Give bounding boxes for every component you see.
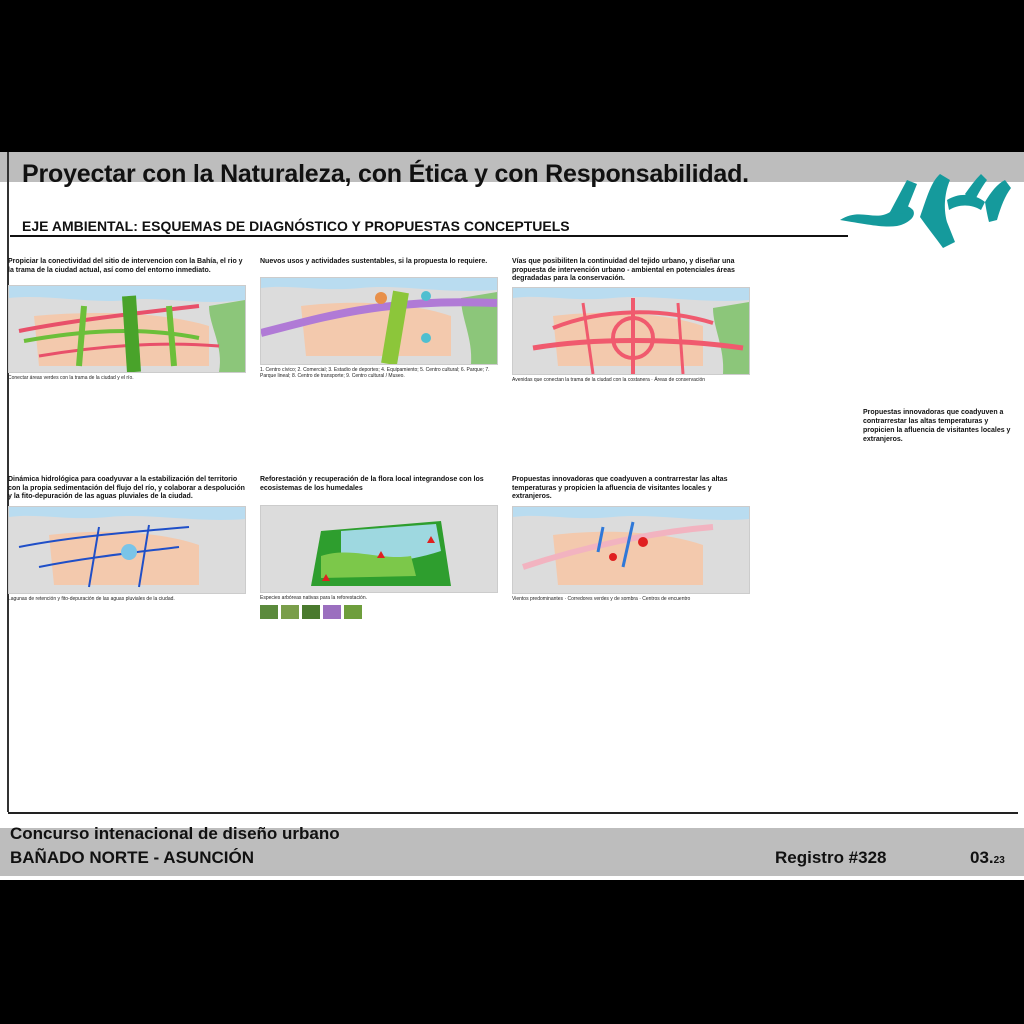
tree-thumbnails <box>260 605 498 619</box>
project-location: BAÑADO NORTE - ASUNCIÓN <box>10 848 254 867</box>
diagram-map <box>260 277 498 365</box>
panel-legend: Avenidas que conectan la trama de la ciudad con la costanera · Áreas de conservación <box>512 376 706 383</box>
panel-legend: Vientos predominantes · Corredores verdes y de sombra · Centros de encuentro <box>512 595 691 602</box>
panel-legend: 1. Centro cívico; 2. Comercial; 3. Estadio de deportes; 4. Equipamiento; 5. Centro cultural; 6. Parque; 7. Parque lineal; 8. Centro de transporte; 9. Centro cultural / Museo. <box>260 366 490 379</box>
subtitle-divider <box>10 235 848 237</box>
footer-divider <box>8 812 1018 814</box>
footer <box>0 812 1024 880</box>
board <box>0 152 1024 880</box>
panel-heading: Propuestas innovadoras que coadyuven a contrarrestar las altas temperaturas y propicien la afluencia de visitantes locales y extranjeros. <box>512 476 728 500</box>
diagram-map <box>512 287 750 375</box>
panel-conectividad <box>8 258 246 382</box>
diagram-map <box>8 506 246 594</box>
page-number <box>970 848 1005 868</box>
panel-legend: Conectar áreas verdes con la trama de la ciudad y el río. <box>8 375 134 381</box>
diagram-map <box>260 505 498 593</box>
side-note: Propuestas innovadoras que coadyuven a contrarrestar las altas temperaturas y propicien la afluencia de visitantes locales y extranjeros. <box>863 409 1011 443</box>
panel-heading: Vías que posibiliten la continuidad del tejido urbano, y diseñar una propuesta de intervención urbano - ambiental en potenciales áreas degradadas para la conservación. <box>512 258 735 282</box>
diagram-map <box>8 285 246 373</box>
panel-innovadoras <box>512 476 750 602</box>
panel-legend: Lagunas de retención y fito-depuración de las aguas pluviales de la ciudad. <box>8 595 175 602</box>
contest-name: Concurso intenacional de diseño urbano <box>10 824 340 843</box>
panel-hidrologia <box>8 476 246 602</box>
panel-reforestacion <box>260 476 498 619</box>
page-major: 03. <box>970 848 994 867</box>
page-minor: 23 <box>993 855 1005 866</box>
diagram-map <box>512 506 750 594</box>
panel-nuevos-usos <box>260 258 498 380</box>
panel-vias <box>512 258 750 383</box>
panel-heading: Dinámica hidrológica para coadyuvar a la estabilización del territorio con la propia sedimentación del flujo del río, y colaborar a despolución y la fito-depuración de las aguas pluviales de la ciudad. <box>8 476 245 500</box>
panel-legend: Especies arbóreas nativas para la reforestación. <box>260 595 368 601</box>
panel-heading: Reforestación y recuperación de la flora local integrandose con los ecosistemas de los humedales <box>260 476 484 492</box>
team-logo-icon <box>835 162 1015 252</box>
panel-heading: Nuevos usos y actividades sustentables, si la propuesta lo requiere. <box>260 258 488 265</box>
panel-heading: Propiciar la conectividad del sitio de intervencion con la Bahía, el rio y la trama de la ciudad actual, así como del entorno inmediato. <box>8 258 243 274</box>
registro-number: Registro #328 <box>775 848 887 867</box>
section-subtitle: EJE AMBIENTAL: ESQUEMAS DE DIAGNÓSTICO Y PROPUESTAS CONCEPTUELS <box>22 218 570 234</box>
page-title: Proyectar con la Naturaleza, con Ética y con Responsabilidad. <box>22 160 749 188</box>
